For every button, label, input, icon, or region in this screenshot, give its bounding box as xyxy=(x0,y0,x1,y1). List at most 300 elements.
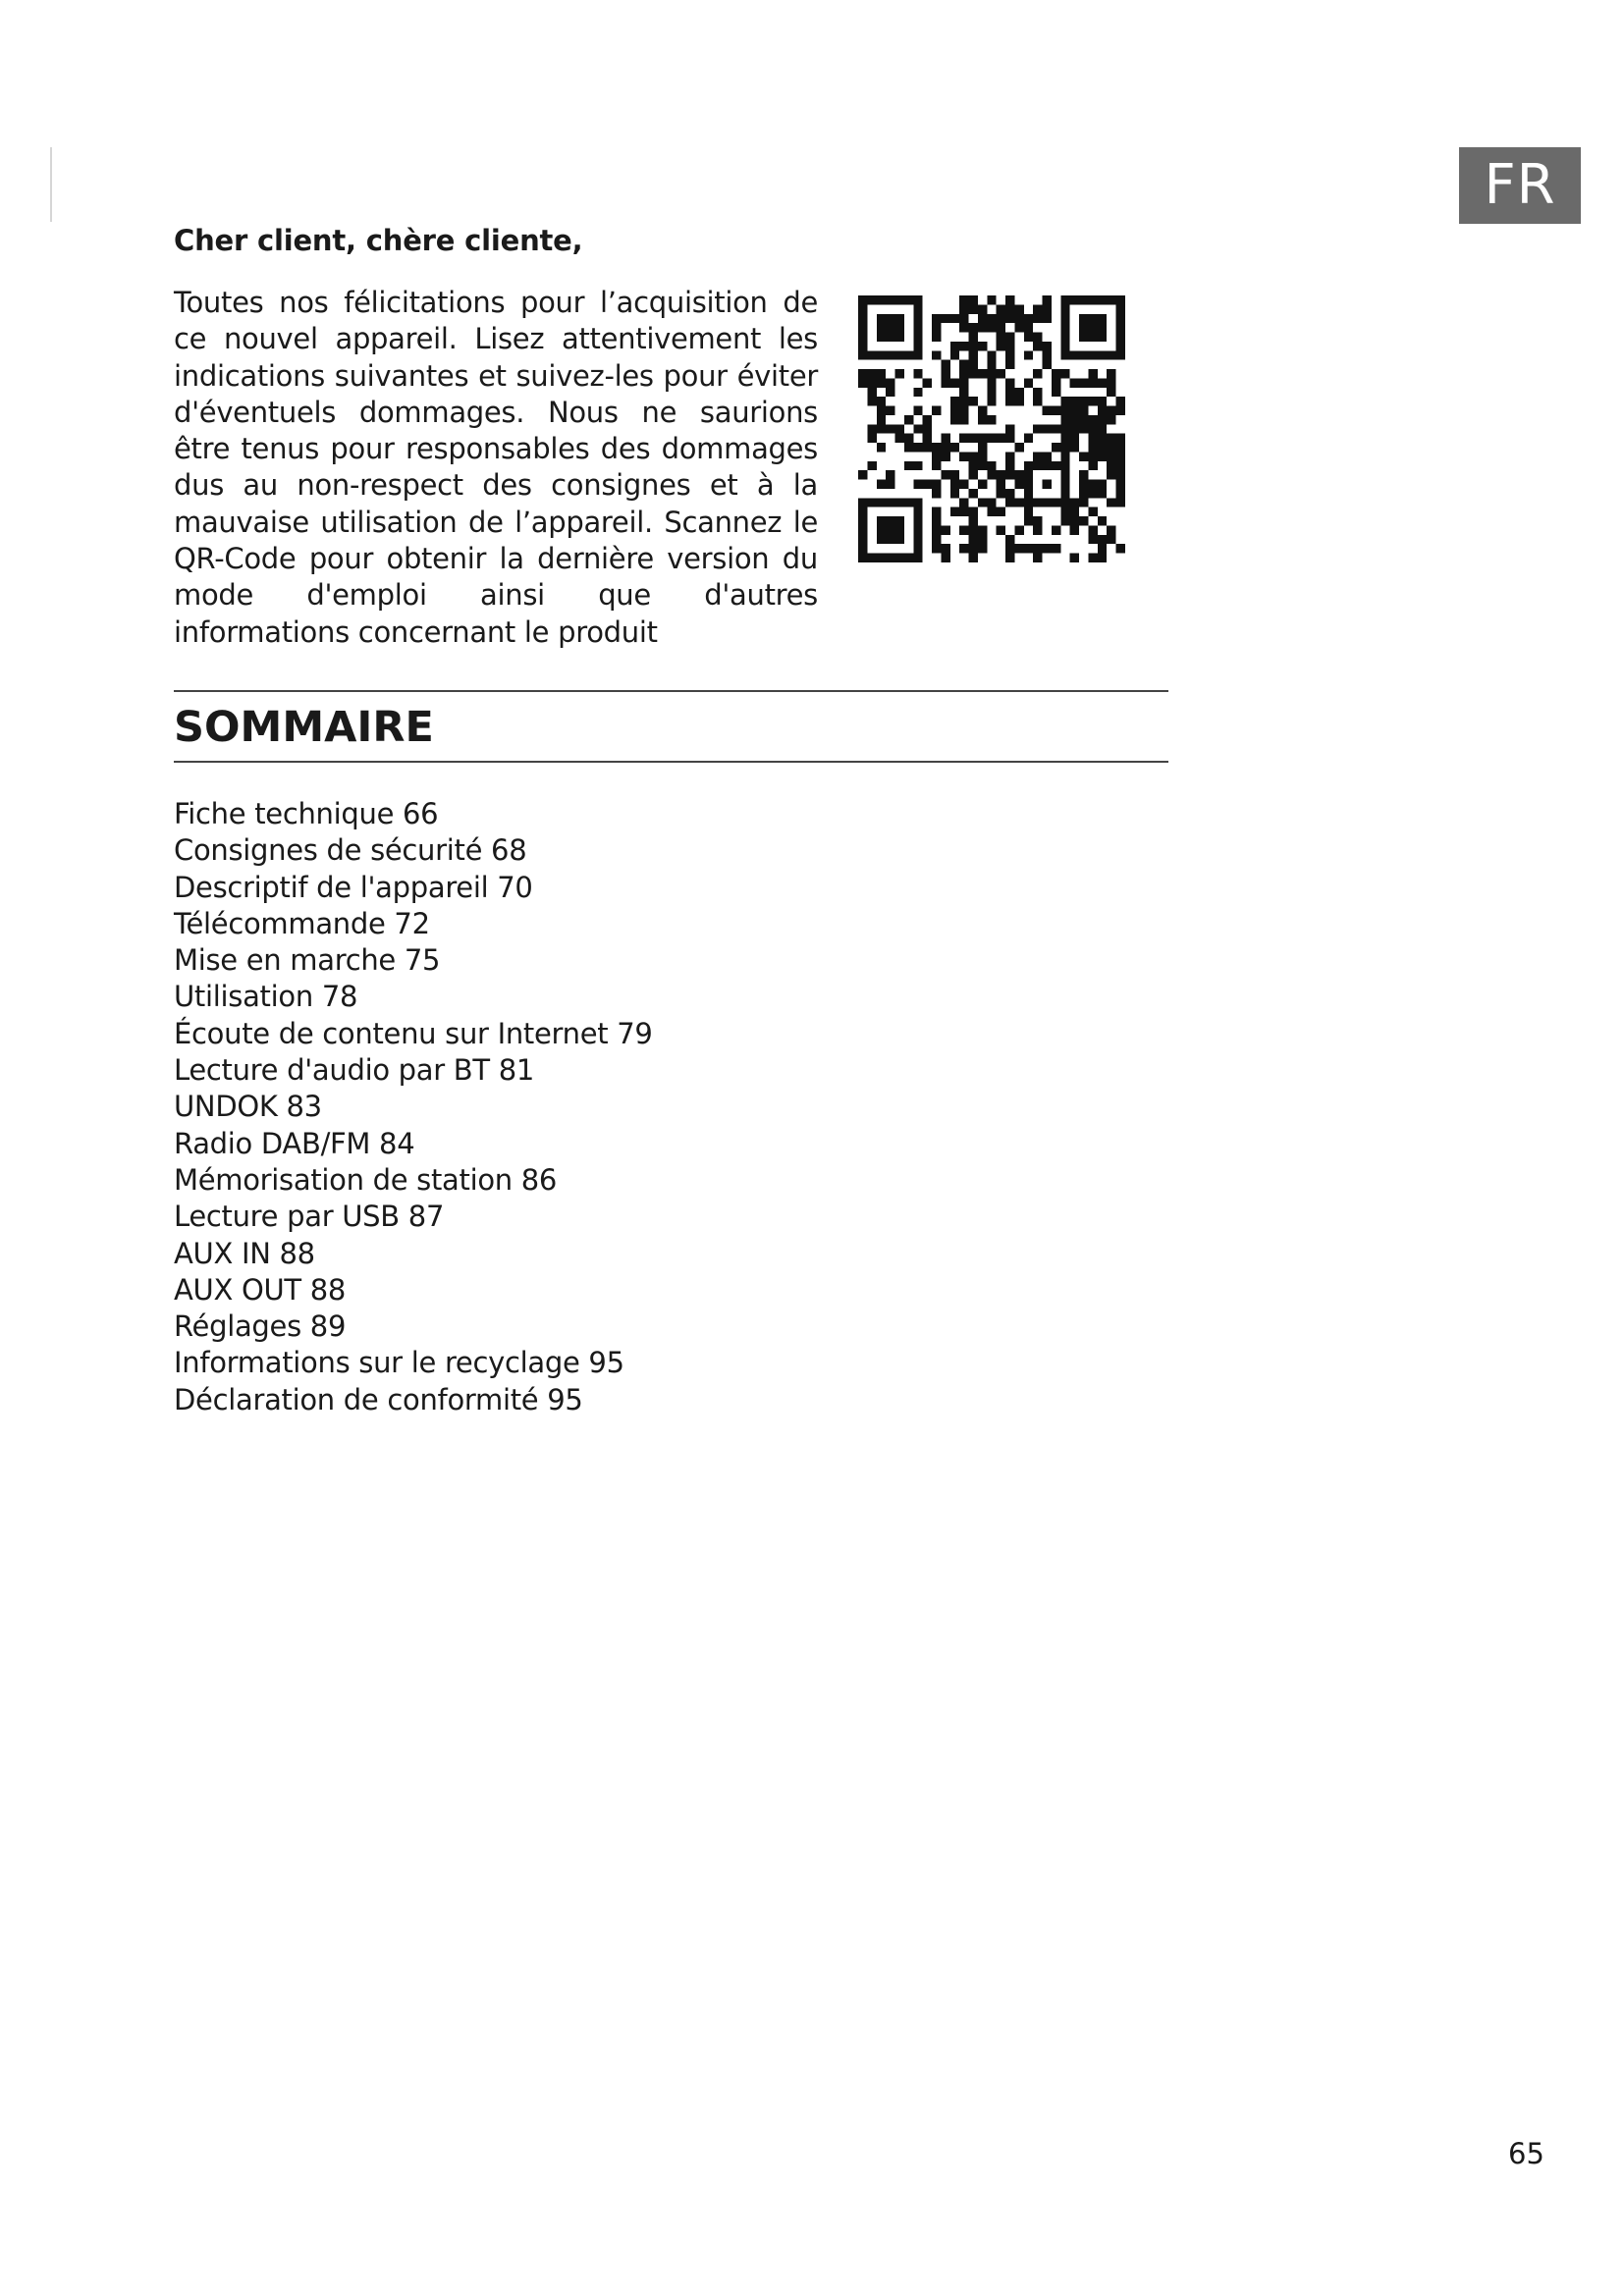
qr-module xyxy=(858,535,867,544)
qr-module xyxy=(1024,461,1033,470)
qr-module xyxy=(959,452,968,460)
qr-module xyxy=(932,544,941,553)
qr-module xyxy=(959,525,968,534)
qr-module xyxy=(867,397,876,405)
qr-module xyxy=(913,342,922,350)
qr-module xyxy=(969,369,978,378)
qr-module xyxy=(1052,544,1060,553)
qr-module xyxy=(1005,554,1014,562)
qr-module xyxy=(1098,443,1107,452)
qr-module xyxy=(858,378,867,387)
qr-module xyxy=(1060,434,1069,443)
page-number: 65 xyxy=(1508,2137,1544,2170)
qr-module xyxy=(877,535,886,544)
qr-module xyxy=(1005,470,1014,479)
qr-module xyxy=(1070,295,1079,304)
qr-module xyxy=(895,424,904,433)
qr-module xyxy=(959,295,968,304)
toc-title: SOMMAIRE xyxy=(174,703,434,752)
qr-module xyxy=(1098,323,1107,332)
qr-module xyxy=(1070,406,1079,415)
qr-module xyxy=(1070,434,1079,443)
qr-module xyxy=(858,369,867,378)
qr-module xyxy=(1098,415,1107,424)
toc-item: UNDOK 83 xyxy=(174,1090,322,1124)
qr-module xyxy=(1033,461,1042,470)
qr-module xyxy=(1043,342,1052,350)
qr-module xyxy=(904,554,913,562)
qr-module xyxy=(858,544,867,553)
qr-module xyxy=(987,498,996,507)
qr-module xyxy=(913,388,922,397)
qr-module xyxy=(1070,424,1079,433)
qr-module xyxy=(1070,507,1079,516)
qr-module xyxy=(1014,397,1023,405)
qr-module xyxy=(1116,397,1125,405)
qr-module xyxy=(1033,397,1042,405)
qr-module xyxy=(997,333,1005,342)
qr-module xyxy=(978,342,987,350)
qr-module xyxy=(1024,516,1033,525)
qr-module xyxy=(932,507,941,516)
toc-item: Descriptif de l'appareil 70 xyxy=(174,870,533,904)
qr-module xyxy=(959,507,968,516)
qr-module xyxy=(913,507,922,516)
qr-module xyxy=(978,535,987,544)
qr-module xyxy=(886,388,894,397)
qr-module xyxy=(923,424,932,433)
qr-module xyxy=(1116,461,1125,470)
qr-module xyxy=(1116,304,1125,313)
qr-module xyxy=(1005,314,1014,323)
qr-module xyxy=(1043,480,1052,489)
toc-item: Mise en marche 75 xyxy=(174,943,441,978)
qr-module xyxy=(941,554,949,562)
qr-module xyxy=(877,498,886,507)
qr-module xyxy=(1043,295,1052,304)
qr-module xyxy=(932,516,941,525)
qr-module xyxy=(913,498,922,507)
qr-module xyxy=(1079,397,1088,405)
qr-module xyxy=(959,304,968,313)
qr-module xyxy=(941,470,949,479)
qr-module xyxy=(1005,360,1014,369)
qr-module xyxy=(1070,378,1079,387)
qr-module xyxy=(1116,498,1125,507)
qr-module xyxy=(1116,350,1125,359)
qr-module xyxy=(1043,461,1052,470)
qr-module xyxy=(1033,452,1042,460)
qr-module xyxy=(1107,406,1115,415)
qr-module xyxy=(886,424,894,433)
qr-module xyxy=(1107,350,1115,359)
qr-module xyxy=(1043,350,1052,359)
qr-module xyxy=(1043,360,1052,369)
qr-module xyxy=(932,350,941,359)
qr-module xyxy=(1060,350,1069,359)
qr-module xyxy=(1060,470,1069,479)
qr-module xyxy=(997,314,1005,323)
qr-module xyxy=(959,314,968,323)
qr-module xyxy=(1079,333,1088,342)
qr-module xyxy=(1052,424,1060,433)
qr-module xyxy=(1088,424,1097,433)
qr-module xyxy=(877,415,886,424)
toc-item: Déclaration de conformité 95 xyxy=(174,1382,583,1416)
qr-module xyxy=(978,525,987,534)
qr-module xyxy=(904,415,913,424)
qr-module xyxy=(987,461,996,470)
qr-module xyxy=(886,378,894,387)
toc-item: Utilisation 78 xyxy=(174,980,358,1014)
qr-module xyxy=(1079,470,1088,479)
qr-module xyxy=(1079,498,1088,507)
qr-module xyxy=(1098,480,1107,489)
qr-module xyxy=(1098,378,1107,387)
qr-module xyxy=(886,535,894,544)
qr-module xyxy=(877,333,886,342)
qr-module xyxy=(959,498,968,507)
qr-module xyxy=(987,369,996,378)
qr-module xyxy=(923,434,932,443)
qr-module xyxy=(877,378,886,387)
qr-module xyxy=(913,461,922,470)
qr-module xyxy=(904,498,913,507)
qr-module xyxy=(959,480,968,489)
qr-module xyxy=(1060,424,1069,433)
qr-module xyxy=(877,406,886,415)
qr-module xyxy=(1060,516,1069,525)
qr-module xyxy=(1043,314,1052,323)
qr-module xyxy=(1043,452,1052,460)
qr-module xyxy=(895,498,904,507)
qr-module xyxy=(1098,554,1107,562)
qr-module xyxy=(867,498,876,507)
qr-module xyxy=(932,443,941,452)
qr-module xyxy=(1060,314,1069,323)
qr-module xyxy=(1005,342,1014,350)
qr-module xyxy=(1005,397,1014,405)
qr-module xyxy=(1033,304,1042,313)
qr-module xyxy=(1079,378,1088,387)
qr-module xyxy=(1116,406,1125,415)
qr-module xyxy=(877,323,886,332)
qr-module xyxy=(950,378,959,387)
qr-module xyxy=(1014,314,1023,323)
qr-module xyxy=(969,525,978,534)
margin-line xyxy=(50,147,52,222)
toc-item: Lecture par USB 87 xyxy=(174,1200,445,1234)
qr-module xyxy=(1052,525,1060,534)
qr-module xyxy=(904,350,913,359)
qr-module xyxy=(1079,516,1088,525)
qr-module xyxy=(950,443,959,452)
qr-module xyxy=(877,295,886,304)
qr-module xyxy=(1107,452,1115,460)
qr-module xyxy=(1088,452,1097,460)
qr-module xyxy=(1088,295,1097,304)
toc-item: Fiche technique 66 xyxy=(174,797,439,830)
qr-module xyxy=(969,544,978,553)
qr-module xyxy=(858,342,867,350)
qr-module xyxy=(1024,314,1033,323)
qr-module xyxy=(1088,323,1097,332)
qr-module xyxy=(858,470,867,479)
qr-module xyxy=(1024,498,1033,507)
qr-module xyxy=(1088,314,1097,323)
qr-module xyxy=(1088,434,1097,443)
qr-module xyxy=(950,507,959,516)
qr-module xyxy=(978,369,987,378)
qr-module xyxy=(969,434,978,443)
qr-module xyxy=(959,369,968,378)
qr-module xyxy=(1070,415,1079,424)
qr-module xyxy=(1033,544,1042,553)
qr-module xyxy=(1005,378,1014,387)
qr-module xyxy=(858,516,867,525)
qr-module xyxy=(1079,424,1088,433)
qr-module xyxy=(1060,443,1069,452)
qr-module xyxy=(997,434,1005,443)
qr-module xyxy=(932,525,941,534)
qr-module xyxy=(950,406,959,415)
qr-module xyxy=(987,295,996,304)
qr-module xyxy=(1060,489,1069,498)
qr-module xyxy=(1060,342,1069,350)
qr-module xyxy=(1060,333,1069,342)
qr-module xyxy=(886,350,894,359)
qr-module xyxy=(913,333,922,342)
qr-module xyxy=(1070,516,1079,525)
qr-module xyxy=(941,314,949,323)
qr-module xyxy=(877,314,886,323)
qr-module xyxy=(858,350,867,359)
qr-module xyxy=(904,434,913,443)
qr-module xyxy=(1116,295,1125,304)
qr-module xyxy=(978,406,987,415)
qr-module xyxy=(941,443,949,452)
qr-module xyxy=(1088,480,1097,489)
qr-module xyxy=(1060,498,1069,507)
qr-module xyxy=(969,333,978,342)
toc-bottom-rule xyxy=(174,761,1168,763)
qr-module xyxy=(987,378,996,387)
toc-item: Lecture d'audio par BT 81 xyxy=(174,1053,535,1088)
qr-module xyxy=(978,480,987,489)
qr-module xyxy=(1098,535,1107,544)
qr-module xyxy=(1088,554,1097,562)
qr-module xyxy=(1033,342,1042,350)
qr-module xyxy=(1088,443,1097,452)
qr-module xyxy=(997,304,1005,313)
qr-module xyxy=(959,323,968,332)
qr-module xyxy=(904,461,913,470)
qr-module xyxy=(950,489,959,498)
qr-module xyxy=(913,544,922,553)
qr-module xyxy=(1043,304,1052,313)
qr-module xyxy=(1014,443,1023,452)
qr-module xyxy=(877,554,886,562)
qr-module xyxy=(969,342,978,350)
qr-module xyxy=(1052,443,1060,452)
qr-module xyxy=(1060,415,1069,424)
qr-module xyxy=(1005,544,1014,553)
qr-module xyxy=(959,406,968,415)
qr-module xyxy=(941,452,949,460)
qr-module xyxy=(932,314,941,323)
qr-module xyxy=(1107,369,1115,378)
qr-module xyxy=(1107,378,1115,387)
qr-module xyxy=(858,314,867,323)
qr-module xyxy=(1005,461,1014,470)
qr-module xyxy=(959,388,968,397)
qr-module xyxy=(987,507,996,516)
qr-module xyxy=(1014,304,1023,313)
qr-module xyxy=(950,415,959,424)
qr-module xyxy=(858,554,867,562)
qr-module xyxy=(913,554,922,562)
qr-module xyxy=(886,498,894,507)
toc-item: Télécommande 72 xyxy=(174,906,430,940)
qr-module xyxy=(1070,397,1079,405)
qr-module xyxy=(1005,424,1014,433)
qr-module xyxy=(932,461,941,470)
qr-module xyxy=(1005,350,1014,359)
qr-module xyxy=(886,470,894,479)
qr-module xyxy=(1060,323,1069,332)
qr-module xyxy=(913,314,922,323)
qr-module xyxy=(1014,544,1023,553)
qr-module xyxy=(932,406,941,415)
qr-module xyxy=(1005,388,1014,397)
qr-module xyxy=(1098,314,1107,323)
qr-module xyxy=(1107,461,1115,470)
qr-module xyxy=(1088,333,1097,342)
qr-module xyxy=(877,516,886,525)
qr-module xyxy=(1088,461,1097,470)
qr-module xyxy=(1014,525,1023,534)
qr-module xyxy=(1098,333,1107,342)
qr-module xyxy=(997,342,1005,350)
qr-module xyxy=(1116,314,1125,323)
qr-module xyxy=(895,525,904,534)
qr-module xyxy=(1116,333,1125,342)
qr-module xyxy=(1070,350,1079,359)
qr-module xyxy=(1052,406,1060,415)
qr-module xyxy=(1005,295,1014,304)
qr-module xyxy=(877,525,886,534)
qr-module xyxy=(1070,525,1079,534)
qr-module xyxy=(1024,480,1033,489)
qr-module xyxy=(1043,498,1052,507)
qr-module xyxy=(877,397,886,405)
qr-module xyxy=(1088,350,1097,359)
qr-module xyxy=(1116,434,1125,443)
qr-module xyxy=(987,415,996,424)
qr-module xyxy=(1098,452,1107,460)
qr-module xyxy=(913,480,922,489)
qr-module xyxy=(886,295,894,304)
qr-module xyxy=(959,434,968,443)
qr-module xyxy=(895,323,904,332)
qr-module xyxy=(1060,295,1069,304)
qr-module xyxy=(858,295,867,304)
toc-item: Radio DAB/FM 84 xyxy=(174,1126,415,1160)
qr-module xyxy=(1014,323,1023,332)
qr-module xyxy=(895,350,904,359)
qr-module xyxy=(978,443,987,452)
qr-module xyxy=(858,525,867,534)
qr-module xyxy=(987,360,996,369)
qr-module xyxy=(923,480,932,489)
qr-module xyxy=(913,424,922,433)
qr-module xyxy=(913,535,922,544)
qr-module xyxy=(1060,369,1069,378)
qr-module xyxy=(1116,342,1125,350)
qr-module xyxy=(932,489,941,498)
qr-module xyxy=(1070,554,1079,562)
qr-module xyxy=(932,452,941,460)
qr-module xyxy=(1107,434,1115,443)
qr-module xyxy=(904,295,913,304)
qr-module xyxy=(997,489,1005,498)
qr-module xyxy=(941,360,949,369)
qr-module xyxy=(987,388,996,397)
qr-module xyxy=(987,323,996,332)
qr-module xyxy=(1107,535,1115,544)
qr-module xyxy=(858,507,867,516)
qr-module xyxy=(1005,434,1014,443)
qr-module xyxy=(1024,323,1033,332)
qr-module xyxy=(1098,406,1107,415)
qr-module xyxy=(997,480,1005,489)
qr-module xyxy=(969,323,978,332)
qr-module xyxy=(1107,388,1115,397)
qr-module xyxy=(1033,314,1042,323)
qr-module xyxy=(969,360,978,369)
qr-module xyxy=(950,342,959,350)
qr-module xyxy=(1005,535,1014,544)
qr-module xyxy=(1024,489,1033,498)
qr-module xyxy=(913,369,922,378)
qr-module xyxy=(1079,350,1088,359)
qr-module xyxy=(1098,424,1107,433)
qr-module xyxy=(1107,415,1115,424)
qr-module xyxy=(913,406,922,415)
toc-list xyxy=(174,796,653,1418)
qr-module xyxy=(895,516,904,525)
qr-module xyxy=(969,507,978,516)
qr-module xyxy=(1116,489,1125,498)
qr-module xyxy=(858,323,867,332)
qr-module xyxy=(858,333,867,342)
qr-module xyxy=(1107,525,1115,534)
qr-module xyxy=(959,415,968,424)
qr-module xyxy=(959,397,968,405)
qr-module xyxy=(950,350,959,359)
qr-module xyxy=(1079,323,1088,332)
qr-module xyxy=(987,434,996,443)
qr-code-icon[interactable] xyxy=(858,295,1125,562)
qr-module xyxy=(1098,350,1107,359)
qr-module xyxy=(867,388,876,397)
qr-module xyxy=(969,295,978,304)
qr-module xyxy=(941,378,949,387)
qr-module xyxy=(895,314,904,323)
qr-module xyxy=(867,378,876,387)
qr-module xyxy=(867,461,876,470)
qr-module xyxy=(969,304,978,313)
